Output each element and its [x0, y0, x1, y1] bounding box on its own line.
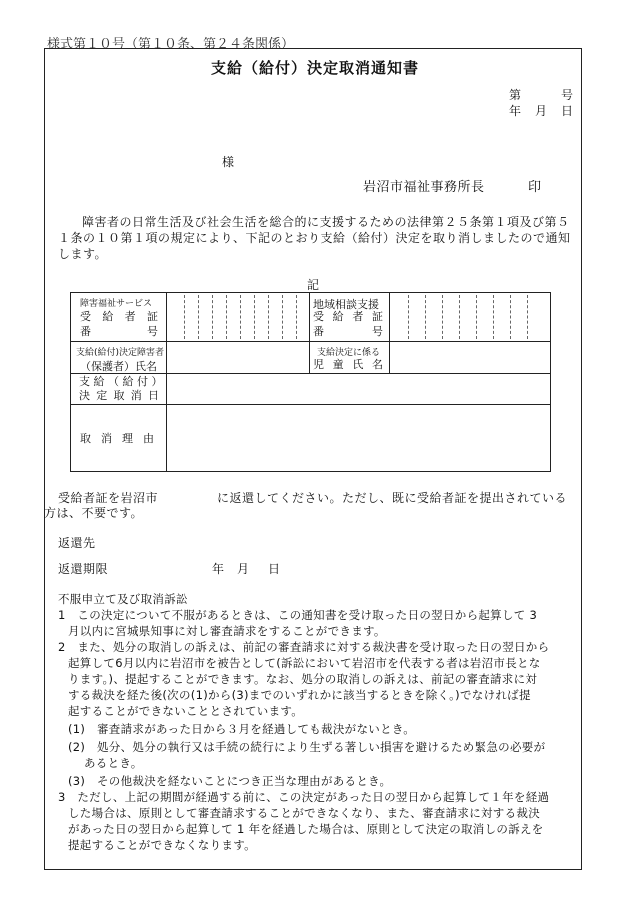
consult-label-line3: 番 号: [313, 325, 383, 338]
appeal-item1-line2: 月以内に宮城県知事に対し審査請求をすることができます。: [68, 624, 386, 638]
appeal-item2-line4: する裁決を経た後(次の(1)から(3)までのいずれかに該当するときを除く。)でなければ提: [68, 688, 531, 702]
appeal-item3-line3: があった日の翌日から起算して 1 年を経過した場合は、原則として決定の取消しの訴えを: [68, 822, 544, 836]
return-to-label: 返還先: [58, 536, 96, 550]
page-title: 支給（給付）決定取消通知書: [210, 59, 419, 77]
child-label-line1: 支給決定に係る: [317, 348, 381, 358]
recipient-suffix: 様: [222, 155, 235, 169]
appeal-sub1: (1) 審査請求があった日から３月を経過しても裁決がないとき。: [68, 722, 416, 736]
appeal-item1-line1: 1 この決定について不服があるときは、この通知書を受け取った日の翌日から起算して 3: [58, 608, 538, 622]
appeal-sub2-line2: あるとき。: [84, 756, 143, 770]
cert-label-line2: 受 給 者 証: [80, 310, 158, 323]
appeal-item2-line5: 起することができないこととされています。: [68, 704, 304, 718]
child-label-line2: 児 童 氏 名: [313, 358, 383, 371]
cancel-date-label-line2: 決 定 取 消 日: [79, 389, 159, 402]
consult-label-line1: 地域相談支援: [313, 298, 379, 311]
cancel-date-label-line1: 支 給 （ 給 付 ）: [79, 375, 163, 388]
notice-table: [70, 292, 551, 472]
cert-label-line1: 障害福祉サービス: [80, 299, 153, 309]
return-deadline-label: 返還期限: [58, 562, 109, 576]
return-text-end: 方は、不要です。: [44, 506, 144, 520]
appeal-item3-line2: した場合は、原則として審査請求することができなくなり、また、審査請求に対する裁決: [68, 806, 540, 820]
deadline-year: 年: [212, 562, 225, 576]
guardian-label-line2: （保護者）氏名: [80, 360, 157, 373]
date-month: 月: [535, 104, 548, 118]
appeal-item2-line3: ります。)、提起することができます。なお、処分の取消しの訴えは、前記の審査請求に対: [68, 672, 538, 686]
appeal-heading: 不服申立て及び取消訴訟: [58, 592, 188, 606]
appeal-item3-line1: 3 ただし、上記の期間が経過する前に、この決定があった日の翌日から起算して１年を経過: [58, 790, 550, 804]
number-suffix: 号: [561, 88, 574, 102]
return-text-start: 受給者証を岩沼市: [58, 491, 159, 505]
return-text-continue: に返還してください。ただし、既に受給者証を提出されている: [217, 491, 568, 505]
guardian-label-line1: 支給(給付)決定障害者: [76, 348, 165, 358]
reason-label: 取 消 理 由: [80, 432, 154, 445]
appeal-sub3: (3) その他裁決を経ないことにつき正当な理由があるとき。: [68, 774, 392, 788]
consult-label-line2: 受 給 者 証: [313, 310, 383, 323]
intro-paragraph: 障害者の日常生活及び社会生活を総合的に支援するための法律第２５条第１項及び第５１条の１０第１項の規定により、下記のとおり支給（給付）決定を取り消しましたので通知します。: [58, 215, 571, 261]
deadline-month: 月: [237, 562, 250, 576]
appeal-item2-line1: 2 また、処分の取消しの訴えは、前記の審査請求に対する裁決書を受け取った日の翌日から: [58, 640, 550, 654]
ki-heading: 記: [307, 278, 320, 292]
appeal-item2-line2: 起算して6月以内に岩沼市を被告として(訴訟において岩沼市を代表する者は岩沼市長とな: [68, 656, 541, 670]
date-year: 年: [509, 104, 522, 118]
form-number-label: 様式第１０号（第１０条、第２４条関係）: [47, 37, 295, 52]
cert-label-line3: 番 号: [80, 325, 158, 338]
date-day: 日: [561, 104, 574, 118]
seal-mark: 印: [528, 180, 542, 195]
appeal-sub2-line1: (2) 処分、処分の執行又は手続の続行により生ずる著しい損害を避けるため緊急の必要が: [68, 740, 546, 754]
appeal-item3-line4: 提起することができなくなります。: [68, 838, 256, 852]
issuer-name: 岩沼市福祉事務所長: [363, 180, 485, 195]
number-prefix: 第: [509, 88, 522, 102]
deadline-day: 日: [268, 562, 281, 576]
